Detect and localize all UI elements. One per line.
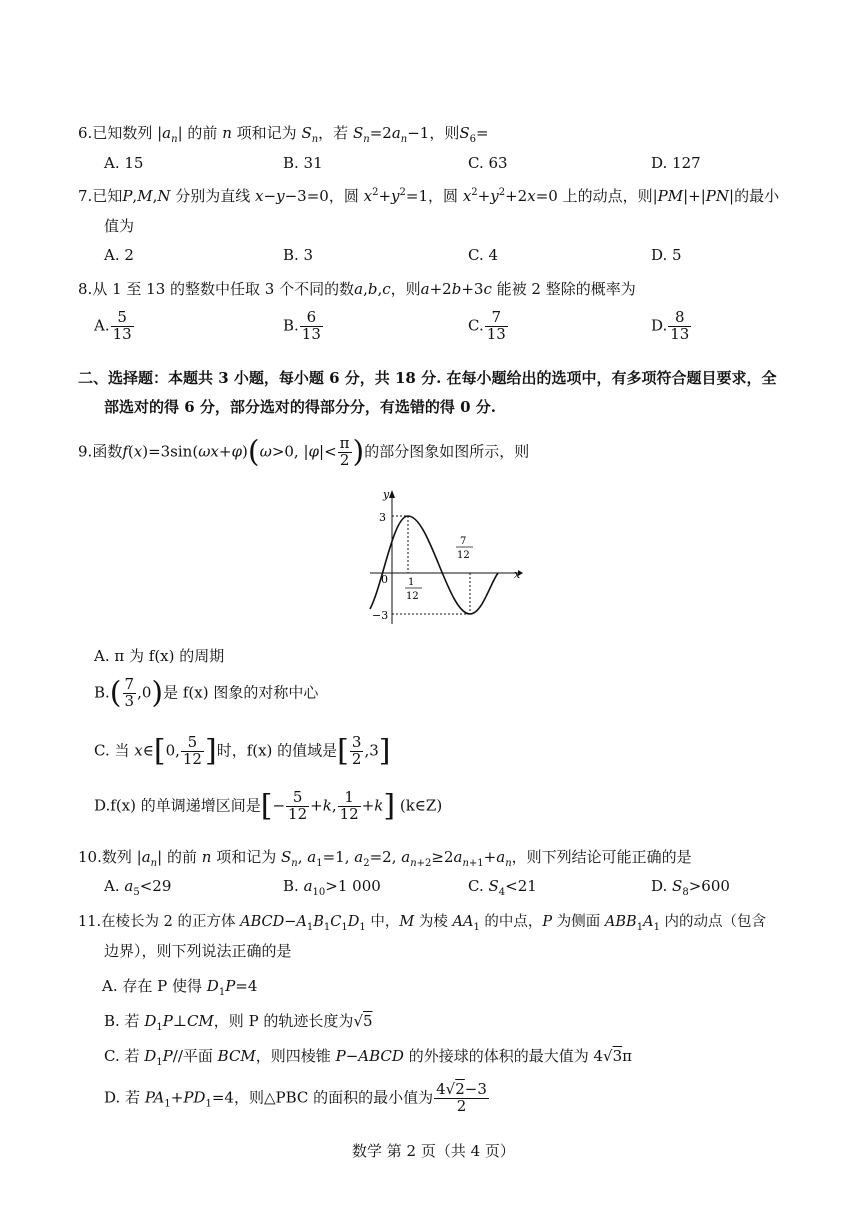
q11-option-c[interactable]: C. 若 $D_1P//$平面 BCM，则四棱锥 P−ABCD 的外接球的体积的最大值为 4√3π [104,1047,632,1068]
q8-option-c[interactable]: C. $\frac{7}{13}$ [468,308,506,343]
page-footer: 数学 第 2 页（共 4 页） [352,1142,515,1160]
x1-den: 12 [406,591,419,602]
q8-stem: 8.从 1 至 13 的整数中任取 3 个不同的数a,b,c，则a+2b+3c 能被 2 整除的概率为 [78,280,636,298]
q10-option-d[interactable]: D. $S_8>600$ [651,877,730,898]
q11-stem-line2: 边界），则下列说法正确的是 [104,942,292,960]
q8-option-d[interactable]: D. $\frac{8}{13}$ [651,308,690,343]
q9-option-b[interactable]: B.( $\frac{7}{3}$ ,0)是 f(x) 图象的对称中心 [94,675,319,711]
q9-stem: 9.函数f(x)=3sin(ωx+φ)(ω>0, |φ|< $\frac{\pi}{2}$ )的部分图象如图所示，则 [78,434,530,470]
q11-option-a[interactable]: A. 存在 P 使得 $D_1P=4$ [102,977,258,998]
q11-option-d[interactable]: D. 若 $PA_1+PD_1=4$，则△PBC 的面积的最小值为 $\frac{4√2-3}{2}$ [104,1080,487,1115]
x2-num: 7 [460,536,467,547]
q7-option-c[interactable]: C. 4 [468,246,499,264]
q6-stem: 6.已知数列 $|a_n|$ 的前 n 项和记为 $S_n$，若 $S_n=2a_n-1$，则$S_6=$ [78,124,489,145]
q7-stem-line2: 值为 [104,217,135,235]
q8-option-b[interactable]: B. $\frac{6}{13}$ [283,308,321,343]
q7-stem: 7.已知P,M,N 分别为直线 x−y−3=0，圆 $x^2+y^2=1$，圆 $x^2+y^2+2x=0$ 上的动点，则|PM|+|PN|的最小 [78,187,780,205]
q11-stem: 11.在棱长为 2 的正方体 $ABCD-A_1B_1C_1D_1$ 中，M 为棱 $AA_1$ 的中点，P 为侧面 $ABB_1A_1$ 内的动点（包含 [78,914,767,933]
x1-num: 1 [408,577,415,588]
section2-line1: 二、选择题：本题共 3 小题，每小题 6 分，共 18 分. 在每小题给出的选项中，有多项符合题目要求，全 [78,369,777,387]
q9-option-a[interactable]: A. π 为 f(x) 的周期 [94,647,225,665]
q10-stem: 10.数列 $|a_n|$ 的前 n 项和记为 $S_n$, $a_1=1$, $a_2=2$, $a_{n+2}\ge 2a_{n+1}+a_n$，则下列结论可能正确的是 [78,848,692,869]
x-label: x [514,568,521,581]
q7-option-b[interactable]: B. 3 [283,246,314,264]
q11-option-b[interactable]: B. 若 $D_1P\perp CM$，则 P 的轨迹长度为√5 [104,1012,373,1033]
y-axis-arrow [389,490,395,498]
origin-label: 0 [381,573,388,586]
y-label: y [383,488,390,501]
ymax-label: 3 [379,511,386,524]
q6-option-a[interactable]: A. 15 [104,154,144,172]
section2-line2: 部选对的得 6 分，部分选对的得部分分，有选错的得 0 分. [104,398,496,416]
x2-den: 12 [457,550,470,561]
q6-option-b[interactable]: B. 31 [283,154,323,172]
q9-option-d[interactable]: D.f(x) 的单调递增区间是[− $\frac{5}{12}$ +k, $\frac{1}{12}$ +k] (k∈Z) [94,788,443,824]
q7-option-d[interactable]: D. 5 [651,246,682,264]
q10-option-c[interactable]: C. $S_4<21$ [468,877,537,898]
q8-option-a[interactable]: A. $\frac{5}{13}$ [94,308,132,343]
q10-option-a[interactable]: A. $a_5<29$ [104,877,172,898]
q6-option-c[interactable]: C. 63 [468,154,508,172]
q9-option-c[interactable]: C. 当 x∈[0, $\frac{5}{12}$ ]时，f(x) 的值域是[ $\frac{3}{2}$ ,3] [94,733,391,769]
sine-graph [368,484,528,629]
ymin-label: −3 [372,609,389,622]
sine-curve [370,516,498,614]
q6-option-d[interactable]: D. 127 [651,154,701,172]
q7-option-a[interactable]: A. 2 [104,246,134,264]
q10-option-b[interactable]: B. $a_{10}>1$ 000 [283,877,381,898]
